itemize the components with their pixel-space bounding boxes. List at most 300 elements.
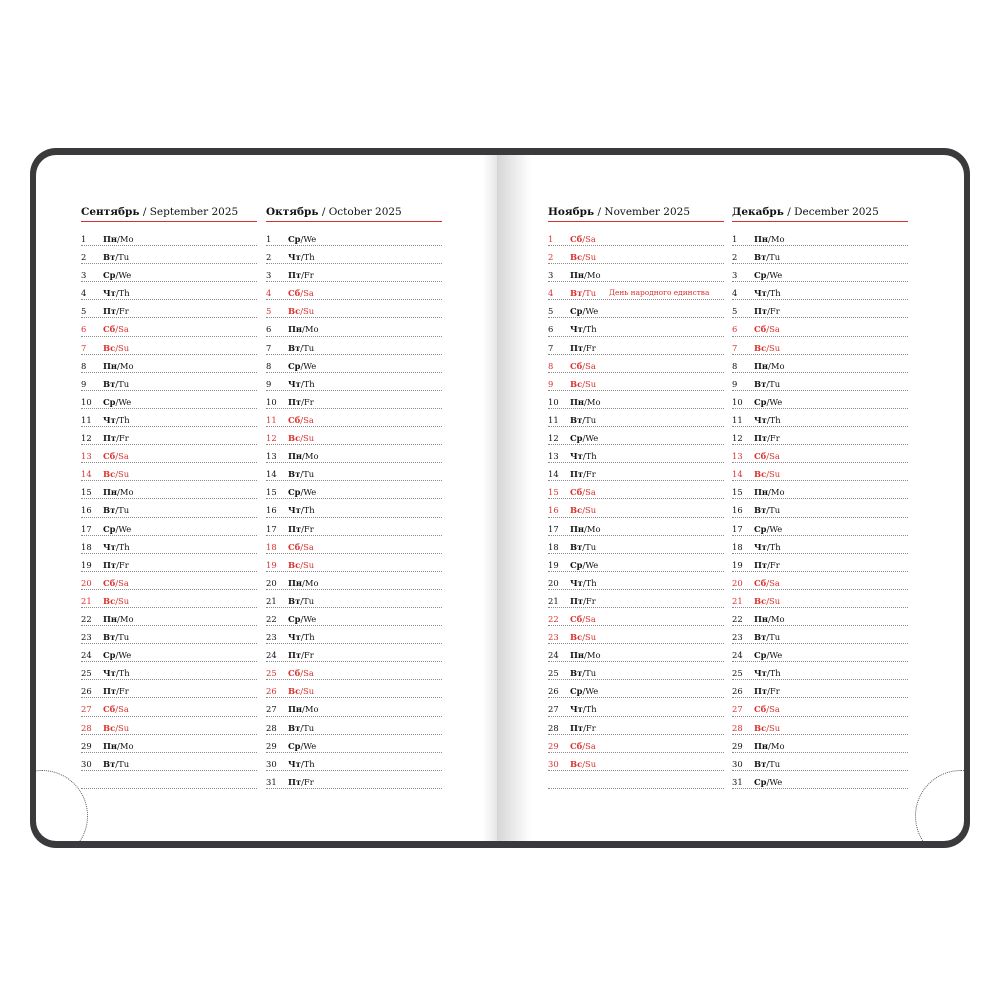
day-row[interactable]	[732, 717, 908, 735]
weekday-ru: Чт	[288, 378, 301, 389]
day-number: 27	[81, 704, 92, 715]
weekday-en: /Th	[582, 451, 597, 462]
day-number: 29	[732, 740, 743, 751]
day-row[interactable]	[266, 680, 442, 698]
weekday-en: /Su	[300, 559, 315, 570]
month-september	[81, 206, 257, 789]
weekday-ru: Пт	[570, 342, 584, 353]
day-number: 11	[548, 414, 559, 425]
day-row[interactable]	[266, 264, 442, 282]
day-row[interactable]	[548, 391, 724, 409]
day-row[interactable]	[266, 572, 442, 590]
day-row[interactable]	[266, 771, 442, 789]
weekday-en: /Fr	[767, 559, 780, 570]
day-row[interactable]	[266, 590, 442, 608]
day-row[interactable]	[548, 499, 724, 517]
day-row[interactable]	[548, 717, 724, 735]
day-number: 7	[81, 342, 87, 353]
day-number: 9	[81, 378, 87, 389]
day-row[interactable]	[266, 536, 442, 554]
weekday-ru: Вс	[288, 306, 301, 317]
day-number: 12	[266, 433, 277, 444]
day-row[interactable]	[81, 590, 257, 608]
day-row[interactable]	[548, 409, 724, 427]
month-header	[266, 206, 442, 219]
day-number: 3	[81, 270, 87, 281]
day-number: 18	[266, 541, 277, 552]
weekday-en: /Tu	[115, 632, 130, 643]
weekday-ru: Сб	[288, 288, 301, 299]
day-number: 30	[81, 758, 92, 769]
day-row[interactable]	[548, 554, 724, 572]
day-number: 15	[81, 487, 92, 498]
day-number: 2	[266, 252, 272, 263]
day-row[interactable]	[81, 626, 257, 644]
day-row[interactable]	[266, 717, 442, 735]
day-number: 23	[266, 632, 277, 643]
day-row[interactable]	[81, 698, 257, 716]
day-row[interactable]	[81, 318, 257, 336]
weekday-ru: Вт	[570, 414, 583, 425]
day-number: 6	[548, 324, 554, 335]
day-number: 17	[266, 523, 277, 534]
weekday-en: /Th	[115, 288, 130, 299]
day-row[interactable]	[548, 680, 724, 698]
weekday-en: /Tu	[115, 378, 130, 389]
day-row[interactable]	[548, 644, 724, 662]
weekday-en: /Tu	[766, 632, 781, 643]
day-row[interactable]	[266, 481, 442, 499]
weekday-ru: Чт	[570, 704, 583, 715]
weekday-ru: Ср	[288, 613, 301, 624]
day-number: 30	[732, 758, 743, 769]
day-row[interactable]	[732, 608, 908, 626]
month-october	[266, 206, 442, 789]
weekday-ru: Чт	[754, 541, 767, 552]
month-header	[548, 206, 724, 219]
day-row[interactable]	[266, 753, 442, 771]
weekday-ru: Сб	[754, 704, 767, 715]
day-number: 26	[266, 686, 277, 697]
day-row[interactable]	[732, 644, 908, 662]
weekday-ru: Сб	[754, 577, 767, 588]
weekday-ru: Вс	[103, 469, 116, 480]
weekday-en: /Sa	[300, 541, 314, 552]
day-row[interactable]	[732, 300, 908, 318]
day-row[interactable]	[548, 608, 724, 626]
day-row[interactable]	[732, 246, 908, 264]
day-row[interactable]	[266, 355, 442, 373]
weekday-en: /Fr	[767, 686, 780, 697]
weekday-en: /Th	[766, 541, 781, 552]
day-row[interactable]	[81, 753, 257, 771]
weekday-ru: Пт	[288, 523, 302, 534]
weekday-ru: Чт	[103, 668, 116, 679]
day-row[interactable]	[732, 481, 908, 499]
weekday-en: /We	[766, 776, 783, 787]
weekday-ru: Ср	[754, 523, 767, 534]
day-number: 28	[266, 722, 277, 733]
day-number: 17	[548, 523, 559, 534]
weekday-en: /Su	[582, 378, 597, 389]
weekday-en: /Sa	[766, 704, 780, 715]
day-row[interactable]	[81, 246, 257, 264]
day-row[interactable]	[548, 300, 724, 318]
month-header	[732, 206, 908, 219]
weekday-ru: Пт	[103, 433, 117, 444]
day-number: 19	[548, 559, 559, 570]
day-row[interactable]	[266, 608, 442, 626]
weekday-en: /Sa	[582, 234, 596, 244]
weekday-en: /Tu	[115, 758, 130, 769]
day-number: 24	[732, 650, 743, 661]
weekday-en: /Th	[115, 541, 130, 552]
weekday-ru: Пн	[754, 487, 769, 498]
day-row[interactable]	[732, 680, 908, 698]
weekday-ru: Вс	[288, 433, 301, 444]
day-row[interactable]	[548, 481, 724, 499]
day-row[interactable]	[548, 282, 724, 300]
day-row[interactable]	[548, 318, 724, 336]
day-number: 4	[548, 288, 554, 299]
weekday-en: /Sa	[115, 704, 129, 715]
day-row[interactable]	[266, 518, 442, 536]
day-number: 14	[732, 469, 743, 480]
day-number: 20	[548, 577, 559, 588]
weekday-ru: Сб	[570, 613, 583, 624]
day-number: 18	[732, 541, 743, 552]
weekday-ru: Вс	[754, 722, 767, 733]
weekday-ru: Сб	[103, 704, 116, 715]
day-number: 23	[548, 632, 559, 643]
day-row[interactable]	[81, 300, 257, 318]
day-number: 22	[266, 613, 277, 624]
day-row[interactable]	[81, 391, 257, 409]
day-number: 21	[81, 595, 92, 606]
weekday-en: /We	[115, 270, 132, 281]
day-row[interactable]	[548, 463, 724, 481]
day-row[interactable]	[732, 427, 908, 445]
weekday-ru: Вт	[570, 541, 583, 552]
day-number: 30	[548, 758, 559, 769]
day-row[interactable]	[81, 355, 257, 373]
day-row[interactable]	[732, 753, 908, 771]
weekday-ru: Ср	[103, 650, 116, 661]
day-number: 8	[732, 360, 738, 371]
weekday-ru: Чт	[754, 288, 767, 299]
day-row[interactable]	[81, 228, 257, 246]
weekday-en: /Sa	[582, 360, 596, 371]
day-row[interactable]	[266, 337, 442, 355]
day-row[interactable]	[732, 391, 908, 409]
weekday-en: /Su	[300, 686, 315, 697]
day-row[interactable]	[548, 264, 724, 282]
weekday-en: /We	[300, 740, 317, 751]
day-number: 25	[81, 668, 92, 679]
day-number: 15	[732, 487, 743, 498]
day-row[interactable]	[266, 499, 442, 517]
weekday-ru: Ср	[288, 360, 301, 371]
day-row-empty[interactable]	[81, 771, 257, 789]
weekday-en: /Mo	[584, 270, 601, 281]
day-row[interactable]	[732, 373, 908, 391]
day-row[interactable]	[81, 717, 257, 735]
weekday-ru: Вт	[288, 595, 301, 606]
day-row[interactable]	[266, 246, 442, 264]
month-november	[548, 206, 724, 789]
day-row[interactable]	[81, 463, 257, 481]
weekday-en: /Fr	[301, 270, 314, 281]
day-row[interactable]	[548, 536, 724, 554]
weekday-en: /Th	[582, 577, 597, 588]
day-row[interactable]	[732, 518, 908, 536]
weekday-ru: Пн	[754, 234, 769, 244]
weekday-ru: Пт	[754, 559, 768, 570]
day-row[interactable]	[81, 518, 257, 536]
weekday-ru: Ср	[103, 270, 116, 281]
weekday-en: /Mo	[768, 234, 785, 244]
day-row[interactable]	[732, 536, 908, 554]
weekday-ru: Пн	[103, 487, 118, 498]
day-number: 25	[266, 668, 277, 679]
day-row[interactable]	[266, 463, 442, 481]
day-row[interactable]	[732, 698, 908, 716]
day-row[interactable]	[732, 228, 908, 246]
day-number: 19	[732, 559, 743, 570]
weekday-en: /Sa	[115, 451, 129, 462]
weekday-ru: Вт	[754, 632, 767, 643]
day-number: 3	[732, 270, 738, 281]
weekday-en: /Tu	[766, 758, 781, 769]
corner-stitching	[915, 770, 964, 841]
day-number: 28	[548, 722, 559, 733]
day-row[interactable]	[548, 445, 724, 463]
weekday-ru: Вт	[288, 469, 301, 480]
day-row[interactable]	[81, 282, 257, 300]
day-row[interactable]	[548, 246, 724, 264]
day-number: 12	[548, 433, 559, 444]
weekday-ru: Сб	[288, 414, 301, 425]
day-number: 11	[732, 414, 743, 425]
day-row[interactable]	[266, 318, 442, 336]
day-number: 13	[266, 451, 277, 462]
weekday-en: /Th	[115, 414, 130, 425]
day-row[interactable]	[81, 662, 257, 680]
day-row[interactable]	[81, 481, 257, 499]
day-row[interactable]	[732, 662, 908, 680]
day-row[interactable]	[266, 300, 442, 318]
weekday-ru: Ср	[570, 559, 583, 570]
day-number: 2	[548, 252, 554, 263]
day-row[interactable]	[81, 427, 257, 445]
weekday-en: /Sa	[300, 668, 314, 679]
weekday-en: /Mo	[117, 613, 134, 624]
day-row-empty[interactable]	[548, 771, 724, 789]
weekday-en: /Su	[766, 342, 781, 353]
day-row[interactable]	[548, 662, 724, 680]
day-row[interactable]	[732, 590, 908, 608]
weekday-en: /Fr	[116, 433, 129, 444]
weekday-ru: Чт	[288, 758, 301, 769]
day-row[interactable]	[81, 337, 257, 355]
day-number: 15	[266, 487, 277, 498]
weekday-ru: Вс	[570, 252, 583, 263]
day-row[interactable]	[548, 337, 724, 355]
weekday-ru: Ср	[288, 234, 301, 244]
day-row[interactable]	[81, 572, 257, 590]
day-row[interactable]	[732, 337, 908, 355]
day-row[interactable]	[266, 282, 442, 300]
weekday-en: /Fr	[116, 306, 129, 317]
weekday-ru: Вс	[570, 632, 583, 643]
day-row[interactable]	[81, 264, 257, 282]
day-row[interactable]	[548, 518, 724, 536]
weekday-en: /Mo	[302, 577, 319, 588]
weekday-en: /Fr	[301, 523, 314, 534]
day-row[interactable]	[266, 644, 442, 662]
day-row[interactable]	[732, 572, 908, 590]
day-number: 16	[81, 505, 92, 516]
weekday-ru: Пн	[288, 324, 303, 335]
day-row[interactable]	[732, 318, 908, 336]
day-row[interactable]	[266, 554, 442, 572]
day-row[interactable]	[732, 264, 908, 282]
day-number: 8	[266, 360, 272, 371]
day-row[interactable]	[81, 735, 257, 753]
day-row[interactable]	[81, 644, 257, 662]
day-row[interactable]	[81, 499, 257, 517]
day-row[interactable]	[81, 608, 257, 626]
weekday-ru: Вс	[103, 342, 116, 353]
weekday-ru: Ср	[288, 740, 301, 751]
weekday-ru: Вс	[103, 595, 116, 606]
weekday-ru: Пн	[103, 234, 118, 244]
day-row[interactable]	[81, 409, 257, 427]
weekday-en: /Fr	[116, 686, 129, 697]
day-number: 20	[81, 577, 92, 588]
weekday-ru: Сб	[103, 324, 116, 335]
weekday-ru: Сб	[103, 577, 116, 588]
day-row[interactable]	[548, 427, 724, 445]
day-row[interactable]	[548, 373, 724, 391]
day-row[interactable]	[548, 735, 724, 753]
weekday-ru: Пн	[103, 360, 118, 371]
day-row[interactable]	[732, 626, 908, 644]
day-row[interactable]	[266, 662, 442, 680]
day-number: 8	[548, 360, 554, 371]
day-row[interactable]	[266, 445, 442, 463]
day-row[interactable]	[548, 626, 724, 644]
day-number: 28	[732, 722, 743, 733]
weekday-en: /Tu	[766, 252, 781, 263]
weekday-en: /Th	[300, 505, 315, 516]
day-number: 5	[266, 306, 272, 317]
day-row[interactable]	[732, 355, 908, 373]
weekday-en: /Fr	[116, 559, 129, 570]
weekday-ru: Пт	[103, 686, 117, 697]
weekday-en: /Th	[766, 668, 781, 679]
day-row[interactable]	[266, 626, 442, 644]
day-row[interactable]	[548, 572, 724, 590]
day-row[interactable]	[266, 698, 442, 716]
day-number: 1	[732, 234, 738, 244]
day-number: 29	[81, 740, 92, 751]
weekday-ru: Вт	[103, 252, 116, 263]
weekday-ru: Ср	[103, 396, 116, 407]
day-row[interactable]	[732, 499, 908, 517]
weekday-en: /Su	[582, 252, 597, 263]
month-name-ru: Ноябрь	[548, 206, 595, 218]
day-row[interactable]	[548, 355, 724, 373]
day-row[interactable]	[548, 228, 724, 246]
weekday-ru: Чт	[288, 632, 301, 643]
day-row[interactable]	[81, 536, 257, 554]
weekday-en: /Tu	[115, 505, 130, 516]
day-number: 27	[266, 704, 277, 715]
weekday-ru: Вт	[570, 288, 583, 299]
day-row[interactable]	[266, 373, 442, 391]
day-row[interactable]	[266, 409, 442, 427]
day-number: 1	[266, 234, 272, 244]
weekday-ru: Вт	[288, 342, 301, 353]
weekday-ru: Сб	[570, 740, 583, 751]
weekday-ru: Пт	[288, 776, 302, 787]
day-row[interactable]	[266, 228, 442, 246]
weekday-ru: Пн	[570, 650, 585, 661]
day-number: 25	[548, 668, 559, 679]
weekday-en: /We	[582, 433, 599, 444]
weekday-ru: Ср	[288, 487, 301, 498]
weekday-ru: Вс	[288, 559, 301, 570]
day-row[interactable]	[266, 735, 442, 753]
weekday-ru: Вт	[103, 758, 116, 769]
right-page	[497, 155, 964, 841]
day-row[interactable]	[548, 698, 724, 716]
day-row[interactable]	[732, 463, 908, 481]
day-row[interactable]	[732, 554, 908, 572]
weekday-ru: Сб	[103, 451, 116, 462]
day-row[interactable]	[732, 735, 908, 753]
weekday-en: /Sa	[115, 577, 129, 588]
day-number: 4	[81, 288, 87, 299]
weekday-en: /Fr	[767, 433, 780, 444]
weekday-en: /We	[766, 523, 783, 534]
day-row[interactable]	[81, 445, 257, 463]
day-row[interactable]	[732, 282, 908, 300]
day-row[interactable]	[81, 373, 257, 391]
weekday-en: /Sa	[582, 740, 596, 751]
day-number: 9	[548, 378, 554, 389]
day-number: 30	[266, 758, 277, 769]
day-row[interactable]	[266, 427, 442, 445]
day-number: 6	[732, 324, 738, 335]
day-row[interactable]	[548, 753, 724, 771]
day-row[interactable]	[81, 554, 257, 572]
weekday-ru: Чт	[103, 541, 116, 552]
weekday-en: /Sa	[300, 288, 314, 299]
day-row[interactable]	[81, 680, 257, 698]
day-row[interactable]	[732, 409, 908, 427]
weekday-ru: Пн	[288, 451, 303, 462]
day-row[interactable]	[548, 590, 724, 608]
day-row[interactable]	[266, 391, 442, 409]
weekday-ru: Ср	[754, 776, 767, 787]
day-row[interactable]	[732, 771, 908, 789]
day-number: 26	[732, 686, 743, 697]
day-number: 5	[732, 306, 738, 317]
weekday-en: /Tu	[582, 288, 597, 299]
day-row[interactable]	[732, 445, 908, 463]
